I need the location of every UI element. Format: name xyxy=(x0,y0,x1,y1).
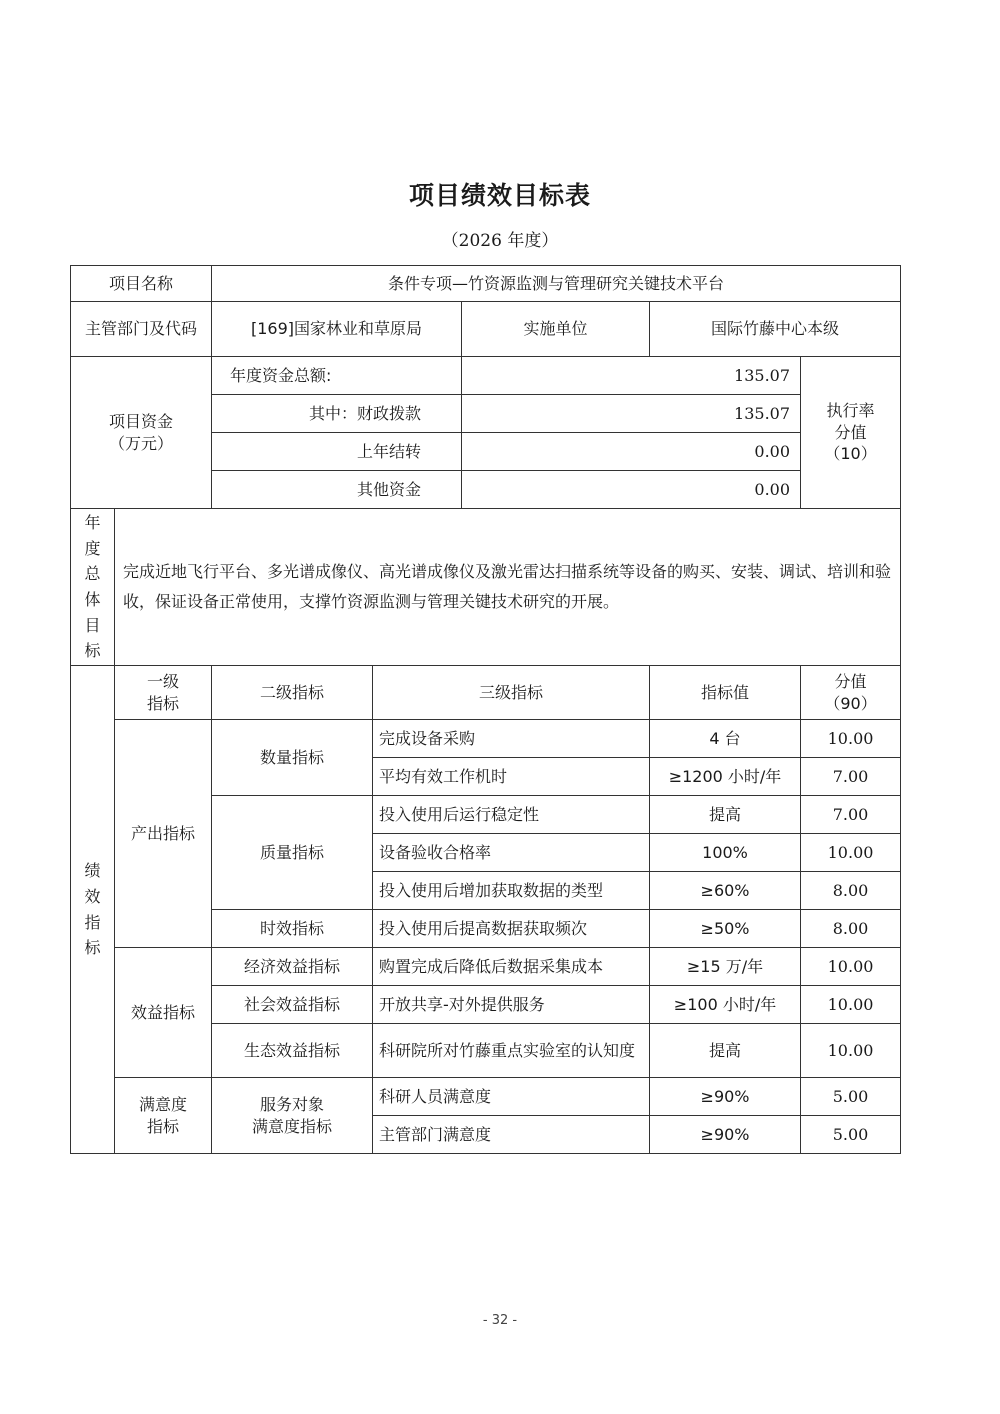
page-title: 项目绩效目标表 xyxy=(408,181,591,210)
annual-goal-text: 完成近地飞行平台、多光谱成像仪、高光谱成像仪及激光雷达扫描系统等设备的购买、安装、调试、培训和验收，保证设备正常使用，支撑竹资源监测与管理关键技术研究的开展。 xyxy=(115,509,901,666)
group-benefit: 效益指标 xyxy=(115,948,212,1078)
group-quality: 质量指标 xyxy=(212,796,373,910)
page-subtitle: （2026 年度） xyxy=(441,231,559,251)
indicator-cell: 开放共享-对外提供服务 xyxy=(373,986,650,1024)
group-quantity: 数量指标 xyxy=(212,720,373,796)
score-cell: 5.00 xyxy=(801,1078,901,1116)
dept-label: 主管部门及代码 xyxy=(71,302,212,357)
project-name-value: 条件专项—竹资源监测与管理研究关键技术平台 xyxy=(212,266,901,302)
score-cell: 10.00 xyxy=(801,1024,901,1078)
score-cell: 7.00 xyxy=(801,796,901,834)
funds-carryover-label: 上年结转 xyxy=(212,433,462,471)
score-cell: 7.00 xyxy=(801,758,901,796)
header-value: 指标值 xyxy=(650,666,801,720)
value-cell: 提高 xyxy=(650,796,801,834)
indicator-cell: 平均有效工作机时 xyxy=(373,758,650,796)
value-cell: ≥90% xyxy=(650,1078,801,1116)
perf-label: 绩 效 指 标 xyxy=(71,666,115,1154)
value-cell: ≥90% xyxy=(650,1116,801,1154)
value-cell: ≥15 万/年 xyxy=(650,948,801,986)
value-cell: ≥50% xyxy=(650,910,801,948)
exec-rate-label: 执行率 分值 （10） xyxy=(801,357,901,509)
value-cell: ≥60% xyxy=(650,872,801,910)
group-economic: 经济效益指标 xyxy=(212,948,373,986)
score-cell: 8.00 xyxy=(801,872,901,910)
project-name-label: 项目名称 xyxy=(71,266,212,302)
score-cell: 10.00 xyxy=(801,720,901,758)
indicator-cell: 设备验收合格率 xyxy=(373,834,650,872)
annual-goal-label: 年 度 总 体 目 标 xyxy=(71,509,115,666)
funds-carryover-value: 0.00 xyxy=(462,433,801,471)
funds-other-label: 其他资金 xyxy=(212,471,462,509)
group-ecological: 生态效益指标 xyxy=(212,1024,373,1078)
indicator-cell: 科研院所对竹藤重点实验室的认知度 xyxy=(373,1024,650,1078)
group-satisfaction: 满意度 指标 xyxy=(115,1078,212,1154)
indicator-cell: 投入使用后提高数据获取频次 xyxy=(373,910,650,948)
funds-total-value: 135.07 xyxy=(462,357,801,395)
page-number: - 32 - xyxy=(482,1313,518,1328)
header-level2: 二级指标 xyxy=(212,666,373,720)
funds-label: 项目资金 （万元） xyxy=(71,357,212,509)
group-service: 服务对象 满意度指标 xyxy=(212,1078,373,1154)
dept-value: [169]国家林业和草原局 xyxy=(212,302,462,357)
header-level1: 一级 指标 xyxy=(115,666,212,720)
value-cell: ≥1200 小时/年 xyxy=(650,758,801,796)
indicator-cell: 完成设备采购 xyxy=(373,720,650,758)
value-cell: 提高 xyxy=(650,1024,801,1078)
funds-other-value: 0.00 xyxy=(462,471,801,509)
impl-unit-value: 国际竹藤中心本级 xyxy=(650,302,901,357)
indicator-cell: 购置完成后降低后数据采集成本 xyxy=(373,948,650,986)
group-timeliness: 时效指标 xyxy=(212,910,373,948)
group-output: 产出指标 xyxy=(115,720,212,948)
indicator-cell: 科研人员满意度 xyxy=(373,1078,650,1116)
score-cell: 10.00 xyxy=(801,948,901,986)
funds-fiscal-value: 135.07 xyxy=(462,395,801,433)
indicator-cell: 主管部门满意度 xyxy=(373,1116,650,1154)
funds-total-label: 年度资金总额: xyxy=(212,357,462,395)
value-cell: 4 台 xyxy=(650,720,801,758)
impl-unit-label: 实施单位 xyxy=(462,302,650,357)
score-cell: 8.00 xyxy=(801,910,901,948)
indicator-cell: 投入使用后运行稳定性 xyxy=(373,796,650,834)
group-social: 社会效益指标 xyxy=(212,986,373,1024)
value-cell: 100% xyxy=(650,834,801,872)
value-cell: ≥100 小时/年 xyxy=(650,986,801,1024)
header-score: 分值 （90） xyxy=(801,666,901,720)
indicator-cell: 投入使用后增加获取数据的类型 xyxy=(373,872,650,910)
score-cell: 10.00 xyxy=(801,986,901,1024)
funds-fiscal-label: 其中：财政拨款 xyxy=(212,395,462,433)
score-cell: 10.00 xyxy=(801,834,901,872)
performance-table xyxy=(70,265,901,1154)
score-cell: 5.00 xyxy=(801,1116,901,1154)
header-level3: 三级指标 xyxy=(373,666,650,720)
